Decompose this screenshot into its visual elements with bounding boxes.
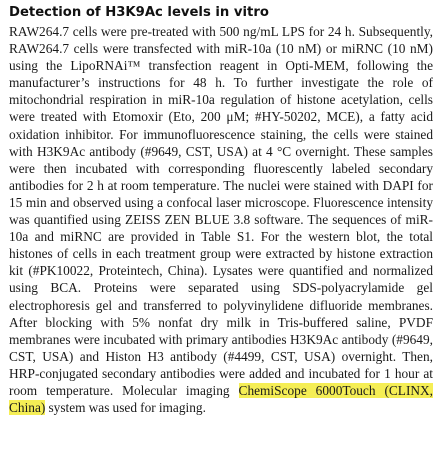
methods-section (9, 4, 433, 416)
section-heading: Detection of H3K9Ac levels in vitro (9, 5, 269, 20)
highlighted-text[interactable]: ChemiScope 6000Touch (CLINX, China) (9, 382, 434, 416)
paragraph-text-end: system was used for imaging. (45, 400, 206, 416)
section-paragraph (9, 23, 433, 416)
paragraph-text: RAW264.7 cells were pre-treated with 500 ng/mL LPS for 24 h. Subsequently, RAW264.7 cells were transfected with miR-10a (10 nM) or miRNC (10 nM) using the LipoRNAi™ transfection reagent in Opti-MEM, following the manufacturer’s instructions for 48 h. To further investigate the role of mitochondrial respiration in miR-10a regulation of histone acetylation, cells were treated with Etomoxir (Eto, 200 μM; #HY-50202, MCE), a fatty acid oxidation inhibitor. For immunofluorescence staining, the cells were stained with H3K9Ac antibody (#9649, CST, USA) at 4 °C overnight. These samples were then incubated with corresponding fluorescently labeled secondary antibodies for 2 h at room temperature. The nuclei were stained with DAPI for 15 min and observed using a confocal laser microscope. Fluorescence intensity was quantified using ZEISS ZEN BLUE 3.8 software. The sequences of miR-10a and miRNC are provided in Table S1. For the western blot, the total histones of cells in each treatment group were extracted by histone extraction kit (#PK10022, Proteintech, China). Lysates were quantified and normalized using BCA. Proteins were separated using SDS-polyacrylamide gel electrophoresis gel and transferred to polyvinylidene difluoride membranes. After blocking with 5% nonfat dry milk in Tris-buffered saline, PVDF membranes were incubated with primary antibodies H3K9Ac antibody (#9649, CST, USA) and Histon H3 antibody (#4499, CST, USA) overnight. Then, HRP-conjugated secondary antibodies were added and incubated for 1 hour at room temperature. Molecular imaging (9, 24, 433, 398)
